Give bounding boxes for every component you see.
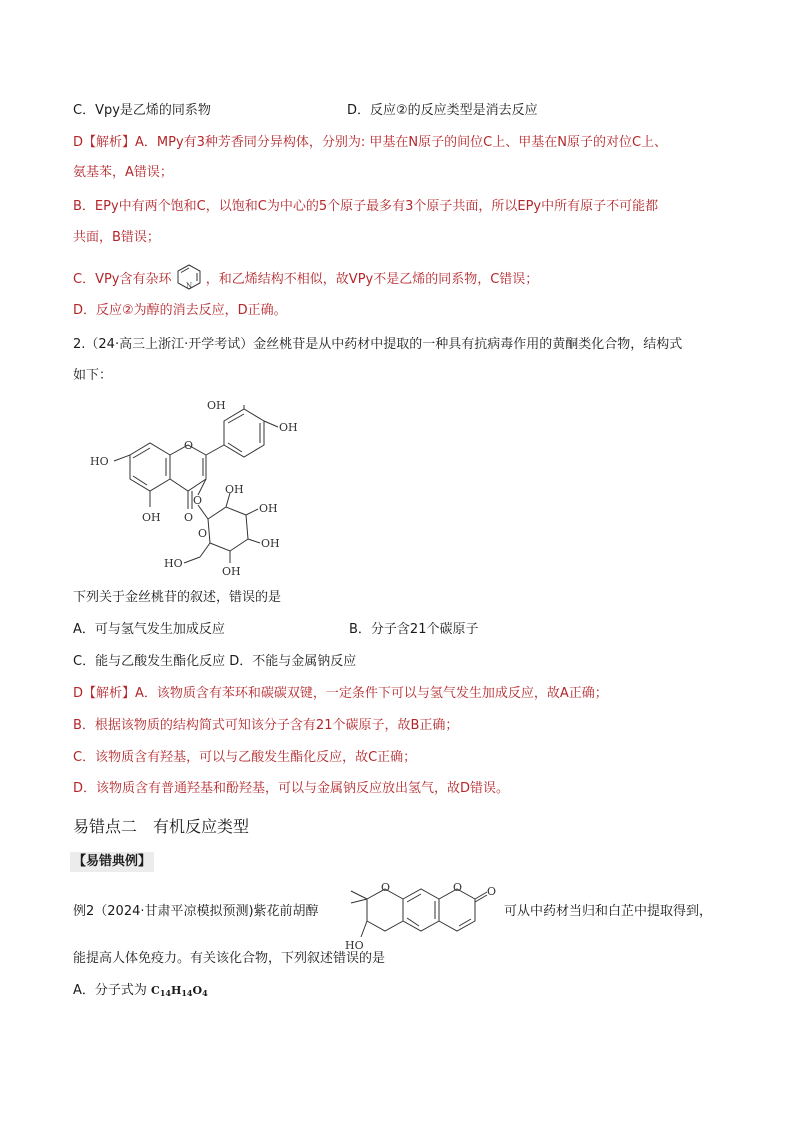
- q2-stem-2: 如下：: [73, 368, 113, 383]
- q1-analysis-c: [73, 263, 538, 291]
- label-ho-3: HO: [345, 939, 364, 952]
- q1-analysis-b: B．EPy中有两个饱和C，以饱和C为中心的5个原子最多有3个原子共面，所以EPy中所有原子不可能都: [73, 199, 659, 214]
- label-oh-7: OH: [222, 565, 241, 578]
- q2-analysis-d: D．该物质含有普通羟基和酚羟基，可以与金属钠反应放出氢气，故D错误。: [73, 781, 510, 796]
- q2-option-cd: C．能与乙酸发生酯化反应 D．不能与金属钠反应: [73, 654, 357, 669]
- label-ho-2: HO: [164, 557, 183, 570]
- label-o-sugar: O: [198, 527, 208, 540]
- q1-analysis-d: D．反应②为醇的消去反应，D正确。: [73, 303, 287, 318]
- example-2-post: 可从中药材当归和白芷中提取得到，: [504, 904, 713, 919]
- label-o-lactone: O: [453, 881, 463, 894]
- hyperoside-structure: [72, 397, 312, 587]
- example-2-option-a: [73, 981, 208, 1003]
- molecular-formula: [151, 984, 208, 997]
- q2-analysis-b: B．根据该物质的结构简式可知该分子含有21个碳原子，故B正确；: [73, 718, 459, 733]
- q2-option-a: A．可与氢气发生加成反应: [73, 622, 225, 637]
- formula-o-sub: 4: [202, 988, 208, 998]
- pyridine-structure: [176, 263, 202, 291]
- q1-analysis-c-post: ，和乙烯结构不相似，故VPy不是乙烯的同系物，C错误；: [205, 272, 539, 287]
- label-o-pyran: O: [381, 881, 391, 894]
- q2-option-b: B．分子含21个碳原子: [349, 622, 479, 637]
- q1-analysis-a: D【解析】A．MPy有3种芳香同分异构体，分别为: 甲基在N原子的间位C上、甲基在N原子的对位C上、: [73, 135, 668, 150]
- pyridine-n-label: N: [185, 282, 192, 290]
- section-title: 易错点二 有机反应类型: [73, 817, 250, 836]
- q1-option-c: C．Vpy是乙烯的同系物: [73, 103, 211, 118]
- q2-question: 下列关于金丝桃苷的叙述，错误的是: [73, 590, 282, 605]
- label-oh-6: OH: [261, 537, 280, 550]
- label-ho-1: HO: [90, 455, 109, 468]
- q2-analysis-a: D【解析】A．该物质含有苯环和碳碳双键，一定条件下可以与氢气发生加成反应，故A正确；: [73, 686, 608, 701]
- label-o-glycoside: O: [193, 494, 203, 507]
- formula-c-sub: 14: [159, 988, 171, 998]
- formula-h: H: [170, 984, 182, 997]
- formula-h-sub: 14: [181, 988, 193, 998]
- q1-analysis-c-pre: C．VPy含有杂环: [73, 272, 172, 287]
- example-2-option-a-label: A．分子式为: [73, 983, 147, 998]
- q1-analysis-b2: 共面，B错误；: [73, 230, 160, 245]
- section-tag: 【易错典例】: [70, 852, 154, 872]
- label-oh-5: OH: [259, 502, 278, 515]
- label-oh-2: OH: [279, 421, 298, 434]
- q1-analysis-a2: 氨基苯，A错误；: [73, 165, 173, 180]
- formula-o: O: [192, 984, 203, 997]
- example-2-stem: [73, 902, 319, 922]
- example-2-line2: 能提高人体免疫力。有关该化合物，下列叙述错误的是: [73, 951, 386, 966]
- example-2-pre: 例2（2024·甘肃平凉模拟预测)紫花前胡醇: [73, 904, 319, 919]
- label-oh-3: OH: [142, 511, 161, 524]
- formula-c: C: [151, 984, 160, 997]
- q1-option-d: D．反应②的反应类型是消去反应: [347, 103, 538, 118]
- label-oh-1: OH: [207, 399, 226, 412]
- q2-analysis-c: C．该物质含有羟基，可以与乙酸发生酯化反应，故C正确；: [73, 750, 417, 765]
- label-o-ring: O: [184, 439, 194, 452]
- q2-stem: 2.（24·高三上浙江·开学考试）金丝桃苷是从中药材中提取的一种具有抗病毒作用的黄酮类化合物，结构式: [73, 337, 683, 352]
- label-oh-4: OH: [225, 483, 244, 496]
- label-o-carbonyl-2: O: [487, 885, 497, 898]
- label-o-carbonyl: O: [184, 511, 194, 524]
